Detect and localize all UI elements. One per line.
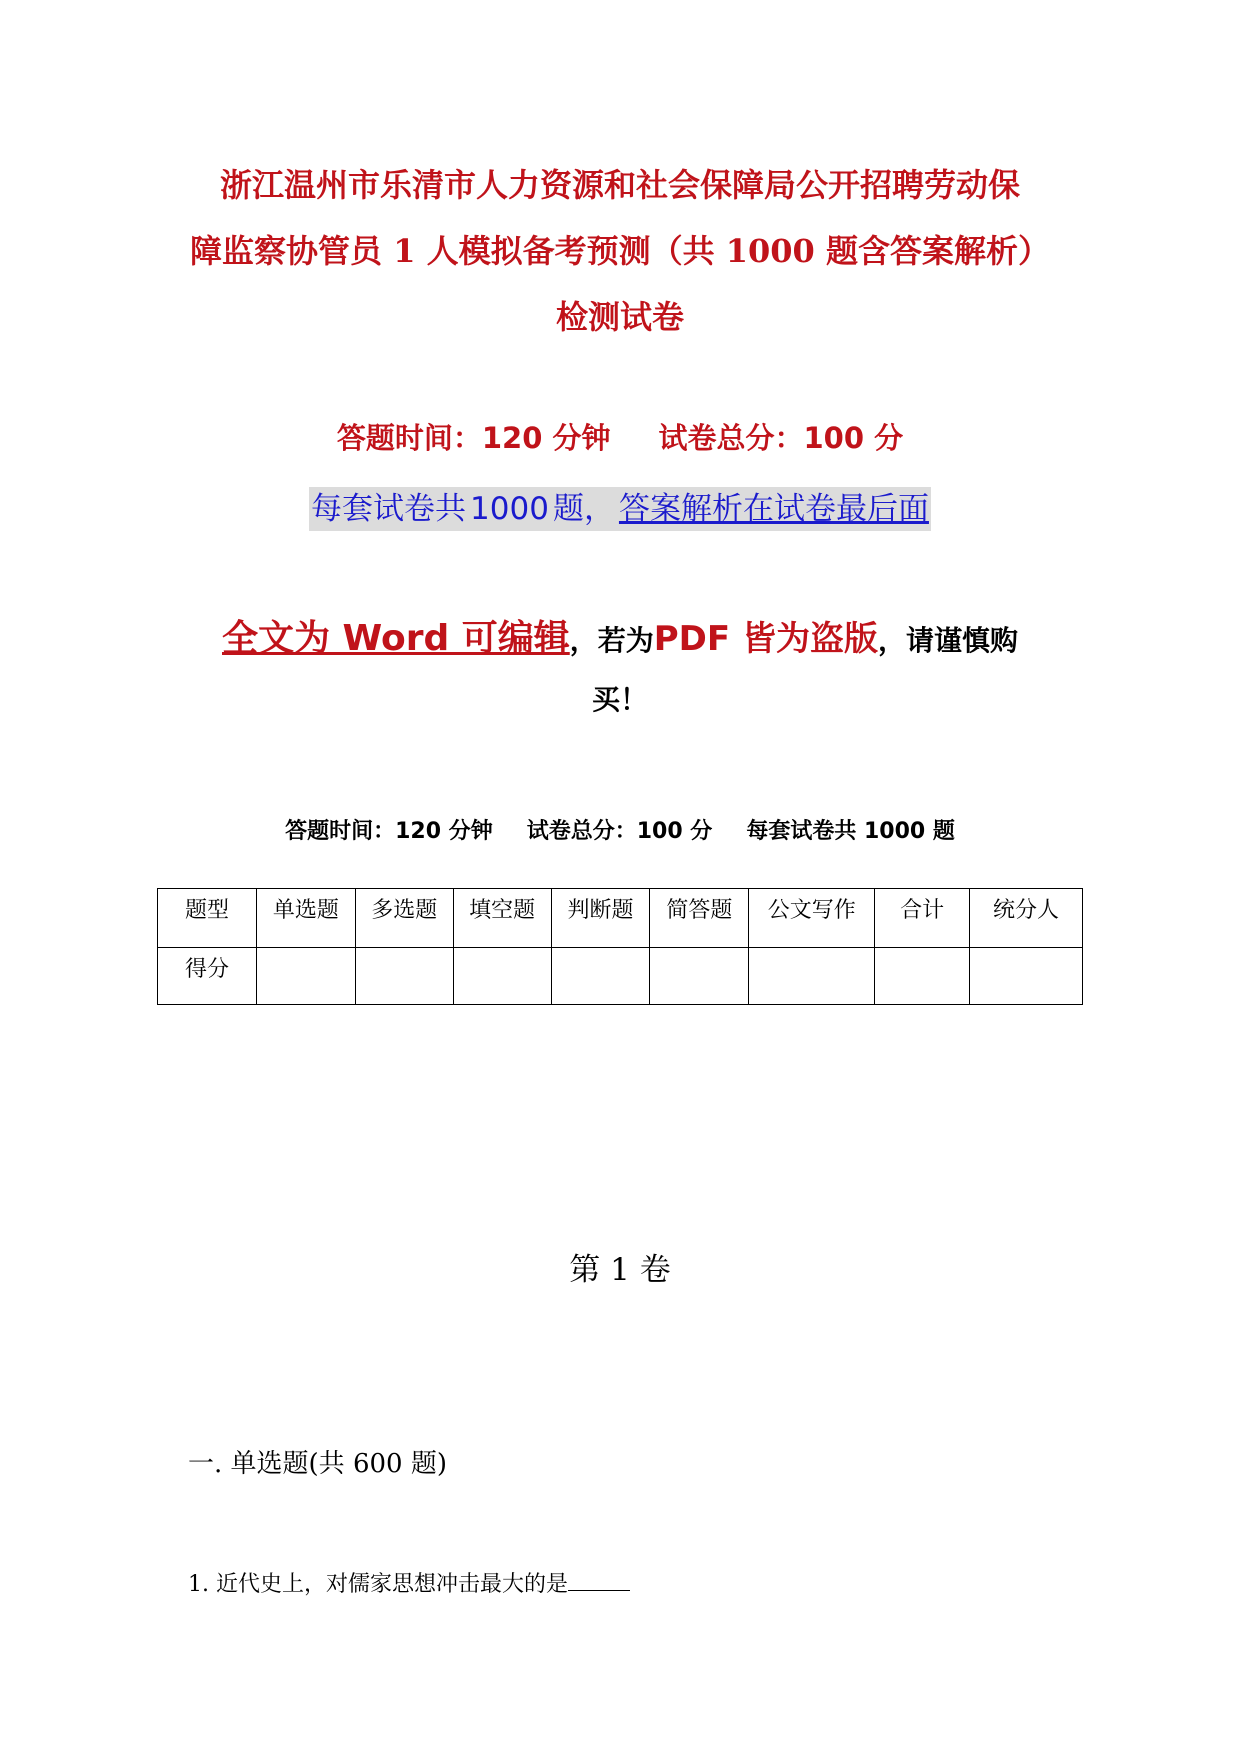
score-cell[interactable]	[453, 948, 551, 1005]
warning-comma-1: ，若为	[569, 624, 654, 657]
score-table	[157, 888, 1083, 1005]
notice-count: 1000	[468, 487, 551, 531]
notice-part-1: 每套试卷共	[309, 487, 468, 531]
table-header-cell: 单选题	[256, 889, 355, 948]
table-header-cell: 简答题	[650, 889, 749, 948]
score-cell[interactable]	[650, 948, 749, 1005]
warning-line-2: 买！	[591, 683, 648, 716]
table-header-cell: 填空题	[453, 889, 551, 948]
table-header-cell: 判断题	[551, 889, 650, 948]
score-cell[interactable]	[256, 948, 355, 1005]
table-header-cell: 题型	[158, 889, 257, 948]
score-table-score-row	[158, 948, 1083, 1005]
score-table-header-row	[158, 889, 1083, 948]
summary-score: 试卷总分：100 分	[526, 819, 713, 844]
exam-info-red	[0, 416, 1240, 457]
title-line-1: 浙江温州市乐清市人力资源和社会保障局公开招聘劳动保	[219, 166, 1020, 204]
row-label-score: 得分	[158, 948, 257, 1005]
pirate-warning: PDF 皆为盗版	[653, 619, 878, 659]
piracy-warning	[0, 610, 1240, 661]
question-1-text: 1. 近代史上，对儒家思想冲击最大的是	[188, 1572, 568, 1597]
score-cell[interactable]	[970, 948, 1083, 1005]
summary-count: 每套试卷共 1000 题	[746, 819, 955, 844]
score-cell[interactable]	[355, 948, 453, 1005]
editable-word-link[interactable]: 全文为 Word 可编辑	[222, 618, 570, 659]
question-1	[188, 1567, 630, 1598]
answer-blank[interactable]	[568, 1572, 630, 1591]
answer-location-link[interactable]: 答案解析在试卷最后面	[617, 487, 931, 531]
notice-part-2: 题，	[551, 487, 617, 531]
summary-time: 答题时间：120 分钟	[285, 819, 493, 844]
document-title	[150, 152, 1090, 350]
answer-notice	[0, 483, 1240, 528]
table-header-cell: 合计	[875, 889, 970, 948]
title-line-2: 障监察协管员 1 人模拟备考预测（共 1000 题含答案解析）	[190, 232, 1050, 270]
table-header-cell: 统分人	[970, 889, 1083, 948]
exam-summary	[0, 814, 1240, 845]
warning-comma-2: ，请谨慎购	[877, 624, 1018, 657]
volume-heading: 第 1 卷	[569, 1252, 671, 1288]
table-header-cell: 多选题	[355, 889, 453, 948]
exam-time: 答题时间：120 分钟	[336, 421, 611, 455]
table-header-cell: 公文写作	[749, 889, 875, 948]
score-cell[interactable]	[551, 948, 650, 1005]
score-cell[interactable]	[749, 948, 875, 1005]
exam-score: 试卷总分：100 分	[658, 421, 904, 455]
score-cell[interactable]	[875, 948, 970, 1005]
section-heading: 一. 单选题(共 600 题)	[188, 1449, 447, 1479]
title-line-3: 检测试卷	[555, 298, 684, 336]
